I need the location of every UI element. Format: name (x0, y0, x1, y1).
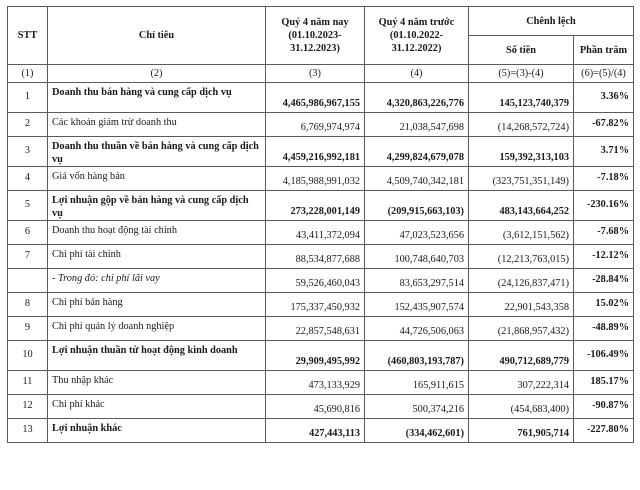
row-pct-cell: 185.17% (574, 371, 634, 395)
table-row (8, 341, 634, 371)
row-q4-2023-cell: 427,443,113 (266, 419, 365, 443)
row-stt-cell: 6 (8, 221, 48, 245)
row-pct-cell: -7.18% (574, 167, 634, 191)
row-label-cell: - Trong đó: chi phí lãi vay (48, 269, 266, 293)
column-index-row (8, 65, 634, 83)
row-stt-cell (8, 269, 48, 293)
row-q4-2022-cell: 44,726,506,063 (365, 317, 469, 341)
header-row-top (8, 7, 634, 36)
row-q4-2023-cell: 473,133,929 (266, 371, 365, 395)
row-pct-cell: -12.12% (574, 245, 634, 269)
row-diff-cell: (24,126,837,471) (469, 269, 574, 293)
row-stt-cell: 12 (8, 395, 48, 419)
row-stt-cell: 9 (8, 317, 48, 341)
row-label-cell: Lợi nhuận thuần từ hoạt động kinh doanh (48, 341, 266, 371)
row-diff-cell: 490,712,689,779 (469, 341, 574, 371)
header-phan-tram: Phần trăm (574, 36, 634, 65)
row-diff-cell: (323,751,351,149) (469, 167, 574, 191)
row-stt-cell: 5 (8, 191, 48, 221)
row-diff-cell: 483,143,664,252 (469, 191, 574, 221)
row-label-cell: Lợi nhuận gộp về bán hàng và cung cấp dịch vụ (48, 191, 266, 221)
row-label-cell: Chi phí tài chính (48, 245, 266, 269)
header-stt: STT (8, 7, 48, 65)
row-stt-cell: 13 (8, 419, 48, 443)
row-stt-cell: 3 (8, 137, 48, 167)
row-q4-2023-cell: 4,465,986,967,155 (266, 83, 365, 113)
row-q4-2023-cell: 4,459,216,992,181 (266, 137, 365, 167)
row-q4-2023-cell: 4,185,988,991,032 (266, 167, 365, 191)
row-q4-2023-cell: 59,526,460,043 (266, 269, 365, 293)
index-cell: (1) (8, 65, 48, 83)
row-diff-cell: 145,123,740,379 (469, 83, 574, 113)
row-label-cell: Chi phí khác (48, 395, 266, 419)
row-label-cell: Doanh thu thuần về bán hàng và cung cấp dịch vụ (48, 137, 266, 167)
row-q4-2022-cell: 500,374,216 (365, 395, 469, 419)
row-stt-cell: 7 (8, 245, 48, 269)
index-cell: (5)=(3)-(4) (469, 65, 574, 83)
header-so-tien: Số tiền (469, 36, 574, 65)
row-q4-2022-cell: 83,653,297,514 (365, 269, 469, 293)
table-row (8, 419, 634, 443)
row-q4-2023-cell: 45,690,816 (266, 395, 365, 419)
table-body (8, 83, 634, 443)
row-q4-2022-cell: (334,462,601) (365, 419, 469, 443)
row-diff-cell: (21,868,957,432) (469, 317, 574, 341)
row-pct-cell: 15.02% (574, 293, 634, 317)
row-q4-2022-cell: 4,299,824,679,078 (365, 137, 469, 167)
index-cell: (6)=(5)/(4) (574, 65, 634, 83)
header-q4-this-year (266, 7, 365, 65)
row-stt-cell: 11 (8, 371, 48, 395)
row-label-cell: Các khoản giảm trừ doanh thu (48, 113, 266, 137)
row-q4-2022-cell: 100,748,640,703 (365, 245, 469, 269)
header-q4-this-year-title: Quý 4 năm nay (281, 17, 349, 28)
index-cell: (4) (365, 65, 469, 83)
row-q4-2022-cell: 4,320,863,226,776 (365, 83, 469, 113)
row-pct-cell: -227.80% (574, 419, 634, 443)
row-pct-cell: -106.49% (574, 341, 634, 371)
row-pct-cell: -67.82% (574, 113, 634, 137)
row-pct-cell: -28.84% (574, 269, 634, 293)
table-row (8, 137, 634, 167)
row-q4-2022-cell: (460,803,193,787) (365, 341, 469, 371)
row-label-cell: Doanh thu hoạt động tài chính (48, 221, 266, 245)
row-label-cell: Giá vốn hàng bán (48, 167, 266, 191)
table-row (8, 317, 634, 341)
row-label-cell: Lợi nhuận khác (48, 419, 266, 443)
header-q4-last-year (365, 7, 469, 65)
table-row (8, 221, 634, 245)
row-stt-cell: 8 (8, 293, 48, 317)
row-q4-2023-cell: 22,857,548,631 (266, 317, 365, 341)
table-row (8, 371, 634, 395)
table-row (8, 167, 634, 191)
row-pct-cell: -48.89% (574, 317, 634, 341)
table-row (8, 191, 634, 221)
row-q4-2022-cell: 21,038,547,698 (365, 113, 469, 137)
row-q4-2023-cell: 88,534,877,688 (266, 245, 365, 269)
row-stt-cell: 2 (8, 113, 48, 137)
row-diff-cell: 159,392,313,103 (469, 137, 574, 167)
table-row (8, 293, 634, 317)
table-row (8, 113, 634, 137)
row-q4-2023-cell: 29,909,495,992 (266, 341, 365, 371)
row-diff-cell: (14,268,572,724) (469, 113, 574, 137)
row-label-cell: Chi phí quản lý doanh nghiệp (48, 317, 266, 341)
header-q4-this-year-period: (01.10.2023-31.12.2023) (288, 30, 342, 54)
row-pct-cell: 3.36% (574, 83, 634, 113)
financial-comparison-table (7, 6, 634, 443)
row-stt-cell: 1 (8, 83, 48, 113)
header-q4-last-year-period: (01.10.2022-31.12.2022) (389, 30, 444, 54)
header-chenh-lech: Chênh lệch (469, 7, 634, 36)
row-diff-cell: 22,901,543,358 (469, 293, 574, 317)
index-cell: (3) (266, 65, 365, 83)
row-label-cell: Thu nhập khác (48, 371, 266, 395)
table-row (8, 245, 634, 269)
row-diff-cell: 307,222,314 (469, 371, 574, 395)
row-label-cell: Chi phí bán hàng (48, 293, 266, 317)
row-q4-2023-cell: 43,411,372,094 (266, 221, 365, 245)
row-q4-2022-cell: 4,509,740,342,181 (365, 167, 469, 191)
row-diff-cell: (454,683,400) (469, 395, 574, 419)
table-row (8, 395, 634, 419)
row-q4-2023-cell: 6,769,974,974 (266, 113, 365, 137)
row-q4-2022-cell: (209,915,663,103) (365, 191, 469, 221)
row-q4-2022-cell: 47,023,523,656 (365, 221, 469, 245)
row-diff-cell: (12,213,763,015) (469, 245, 574, 269)
row-q4-2022-cell: 152,435,907,574 (365, 293, 469, 317)
row-pct-cell: -7.68% (574, 221, 634, 245)
row-stt-cell: 10 (8, 341, 48, 371)
table-row (8, 269, 634, 293)
row-label-cell: Doanh thu bán hàng và cung cấp dịch vụ (48, 83, 266, 113)
row-pct-cell: -90.87% (574, 395, 634, 419)
index-cell: (2) (48, 65, 266, 83)
row-stt-cell: 4 (8, 167, 48, 191)
row-q4-2022-cell: 165,911,615 (365, 371, 469, 395)
row-pct-cell: 3.71% (574, 137, 634, 167)
table-row (8, 83, 634, 113)
row-diff-cell: (3,612,151,562) (469, 221, 574, 245)
row-q4-2023-cell: 273,228,001,149 (266, 191, 365, 221)
header-chi-tieu: Chỉ tiêu (48, 7, 266, 65)
header-q4-last-year-title: Quý 4 năm trước (378, 17, 455, 28)
row-q4-2023-cell: 175,337,450,932 (266, 293, 365, 317)
financial-table-container (7, 6, 633, 443)
row-diff-cell: 761,905,714 (469, 419, 574, 443)
row-pct-cell: -230.16% (574, 191, 634, 221)
